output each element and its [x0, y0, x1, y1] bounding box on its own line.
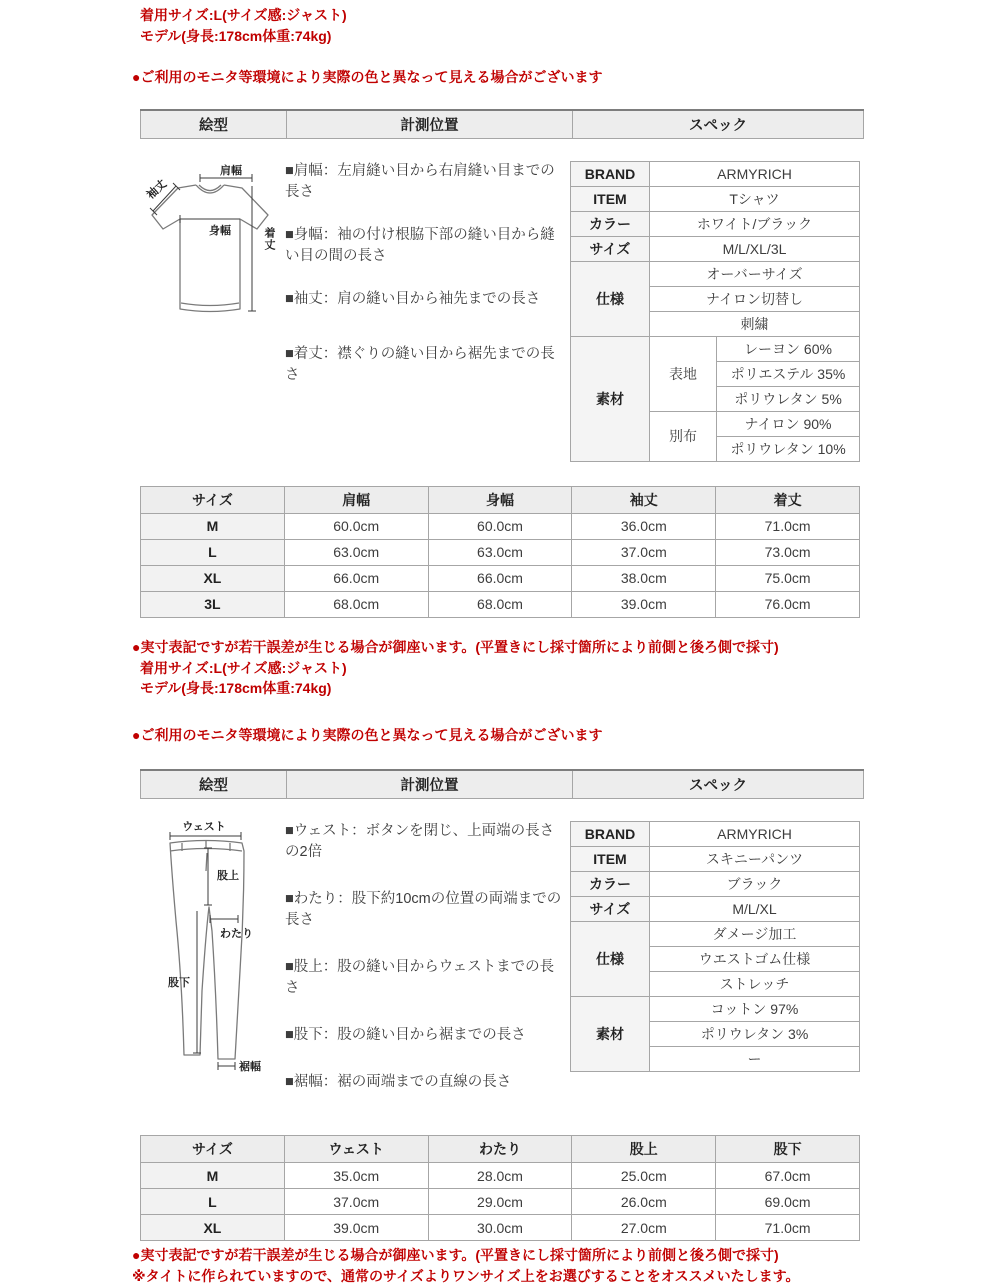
spec-label-size: サイズ	[571, 236, 650, 261]
material-item: ポリウレタン 5%	[717, 386, 860, 411]
spec-value-item: Tシャツ	[650, 186, 860, 211]
size-cell: 67.0cm	[716, 1163, 860, 1189]
label-body-width: 身幅	[209, 224, 231, 237]
size-cell: 39.0cm	[572, 591, 716, 617]
model-info-line: モデル(身長:178cm体重:74kg)	[140, 680, 332, 697]
shirt-columns-header	[140, 109, 864, 139]
worn-size-line: 着用サイズ:L(サイズ感:ジャスト)	[140, 659, 347, 676]
column-header-art: 絵型	[141, 110, 287, 139]
table-row	[141, 591, 860, 617]
label-thigh: わたり	[220, 928, 253, 941]
material-item: ポリエステル 35%	[717, 361, 860, 386]
spec-feature: ナイロン切替し	[650, 286, 860, 311]
worn-size-line: 着用サイズ:L(サイズ感:ジャスト)	[140, 7, 347, 23]
column-header-art: 絵型	[141, 770, 287, 799]
size-col-header: ウェスト	[284, 1136, 428, 1163]
table-header-row	[141, 1136, 860, 1163]
shirt-intro-notes	[132, 6, 992, 87]
footer-notes	[132, 1246, 992, 1286]
column-header-measure: 計測位置	[287, 110, 573, 139]
spec-label-item: ITEM	[571, 847, 650, 872]
spec-feature: ウエストゴム仕様	[650, 947, 860, 972]
size-col-header: 袖丈	[572, 486, 716, 513]
table-row	[141, 110, 864, 139]
size-cell: 60.0cm	[428, 513, 572, 539]
material-item: レーヨン 60%	[717, 336, 860, 361]
tshirt-collar	[196, 185, 224, 193]
measure-note: ■股上：股の縫い目からウェストまでの長さ	[285, 959, 555, 997]
label-waist: ウェスト	[182, 821, 226, 834]
label-garment-length: 着丈	[263, 226, 275, 251]
table-row	[571, 997, 860, 1022]
size-cell: 63.0cm	[284, 539, 428, 565]
column-header-spec: スペック	[573, 770, 864, 799]
size-cell: 69.0cm	[716, 1189, 860, 1215]
size-cell: 35.0cm	[284, 1163, 428, 1189]
size-cell: 25.0cm	[572, 1163, 716, 1189]
spec-feature: オーバーサイズ	[650, 261, 860, 286]
table-row	[141, 770, 864, 799]
size-cell: 75.0cm	[716, 565, 860, 591]
measure-note: ■肩幅：左肩縫い目から右肩縫い目までの長さ	[285, 162, 555, 200]
table-row	[141, 565, 860, 591]
size-name: XL	[141, 565, 285, 591]
size-cell: 66.0cm	[428, 565, 572, 591]
measure-note: ■ウェスト：ボタンを閉じ、上両端の長さの2倍	[285, 823, 555, 861]
pants-section	[140, 769, 860, 1241]
label-inseam: 股下	[168, 977, 190, 990]
measure-note: ■身幅：袖の付け根脇下部の縫い目から縫い目の間の長さ	[285, 226, 555, 264]
tshirt-hem-line	[181, 303, 239, 306]
measure-note: ■袖丈：肩の縫い目から袖先までの長さ	[285, 290, 541, 307]
table-row	[571, 236, 860, 261]
size-cell: 27.0cm	[572, 1215, 716, 1241]
table-row	[571, 211, 860, 236]
size-col-header: 肩幅	[284, 486, 428, 513]
material-item: ポリウレタン 10%	[717, 436, 860, 461]
size-cell: 38.0cm	[572, 565, 716, 591]
size-cell: 37.0cm	[572, 539, 716, 565]
column-header-spec: スペック	[573, 110, 864, 139]
column-header-measure: 計測位置	[287, 770, 573, 799]
label-rise: 股上	[217, 870, 239, 883]
spec-feature: ストレッチ	[650, 972, 860, 997]
table-row	[571, 336, 860, 361]
spec-label-feature: 仕様	[571, 261, 650, 336]
spec-value-size: M/L/XL	[650, 897, 860, 922]
sizing-tip-note: ※タイトに作られていますので、通常のサイズよりワンサイズ上をお選びすることをオススメいたします。	[132, 1268, 800, 1285]
size-col-header: サイズ	[141, 1136, 285, 1163]
size-col-header: わたり	[428, 1136, 572, 1163]
spec-value-color: ブラック	[650, 872, 860, 897]
table-row	[571, 161, 860, 186]
pants-measurement-notes	[285, 821, 570, 1119]
size-cell: 71.0cm	[716, 1215, 860, 1241]
spec-label-color: カラー	[571, 211, 650, 236]
size-cell: 63.0cm	[428, 539, 572, 565]
spec-value-color: ホワイト/ブラック	[650, 211, 860, 236]
measure-note: ■股下：股の縫い目から裾までの長さ	[285, 1027, 526, 1044]
size-cell: 66.0cm	[284, 565, 428, 591]
size-col-header: 股下	[716, 1136, 860, 1163]
table-row	[571, 847, 860, 872]
size-name: M	[141, 1163, 285, 1189]
size-cell: 28.0cm	[428, 1163, 572, 1189]
shirt-size-table	[140, 486, 860, 618]
size-name: M	[141, 513, 285, 539]
size-cell: 26.0cm	[572, 1189, 716, 1215]
table-row	[571, 261, 860, 286]
spec-value-size: M/L/XL/3L	[650, 236, 860, 261]
spec-label-size: サイズ	[571, 897, 650, 922]
size-col-header: 股上	[572, 1136, 716, 1163]
accuracy-note: ●実寸表記ですが若干誤差が生じる場合が御座います。(平置きにし採寸箇所により前側と後ろ側で採寸)	[132, 638, 779, 655]
pants-line-art	[140, 821, 275, 1076]
pants-spec-table	[570, 821, 860, 1072]
spec-label-brand: BRAND	[571, 822, 650, 847]
pants-belt-line	[170, 849, 242, 872]
shirt-spec	[570, 161, 860, 462]
size-name: 3L	[141, 591, 285, 617]
table-row	[571, 922, 860, 947]
spec-value-brand: ARMYRICH	[650, 161, 860, 186]
pants-size-table	[140, 1135, 860, 1241]
pants-spec	[570, 821, 860, 1119]
monitor-note: ●ご利用のモニタ等環境により実際の色と異なって見える場合がございます	[132, 727, 603, 744]
material-group-outer: 表地	[650, 336, 717, 411]
model-info-line: モデル(身長:178cm体重:74kg)	[140, 27, 332, 44]
table-row	[571, 872, 860, 897]
tshirt-outline	[152, 185, 268, 312]
size-cell: 39.0cm	[284, 1215, 428, 1241]
table-row	[141, 539, 860, 565]
size-cell: 76.0cm	[716, 591, 860, 617]
spec-feature: ダメージ加工	[650, 922, 860, 947]
material-item: ポリウレタン 3%	[650, 1022, 860, 1047]
measure-note: ■着丈：襟ぐりの縫い目から裾先までの長さ	[285, 345, 555, 383]
measure-note: ■裾幅：裾の両端までの直線の長さ	[285, 1074, 512, 1091]
table-row	[141, 1163, 860, 1189]
size-cell: 60.0cm	[284, 513, 428, 539]
size-cell: 36.0cm	[572, 513, 716, 539]
size-name: XL	[141, 1215, 285, 1241]
shirt-spec-table	[570, 161, 860, 462]
table-row	[571, 186, 860, 211]
accuracy-note: ●実寸表記ですが若干誤差が生じる場合が御座います。(平置きにし採寸箇所により前側と後ろ側で採寸)	[132, 1247, 779, 1264]
spec-label-brand: BRAND	[571, 161, 650, 186]
pants-intro-notes	[132, 638, 992, 746]
label-hem-width: 裾幅	[239, 1061, 261, 1074]
size-cell: 29.0cm	[428, 1189, 572, 1215]
table-row	[141, 1215, 860, 1241]
size-cell: 71.0cm	[716, 513, 860, 539]
size-cell: 30.0cm	[428, 1215, 572, 1241]
pants-columns-header	[140, 769, 864, 799]
spec-label-material: 素材	[571, 336, 650, 461]
size-cell: 73.0cm	[716, 539, 860, 565]
size-cell: 68.0cm	[284, 591, 428, 617]
size-col-header: 身幅	[428, 486, 572, 513]
table-row	[141, 1189, 860, 1215]
spec-label-material: 素材	[571, 997, 650, 1072]
material-item: ー	[650, 1047, 860, 1072]
material-item: コットン 97%	[650, 997, 860, 1022]
label-sleeve-length: 袖丈	[144, 177, 170, 202]
size-col-header: 着丈	[716, 486, 860, 513]
shirt-measurement-notes	[285, 161, 570, 462]
size-name: L	[141, 539, 285, 565]
tshirt-diagram	[140, 161, 285, 462]
spec-feature: 刺繍	[650, 311, 860, 336]
size-col-header: サイズ	[141, 486, 285, 513]
label-shoulder-width: 肩幅	[220, 164, 242, 177]
measure-note: ■わたり：股下約10cmの位置の両端までの長さ	[285, 891, 562, 929]
spec-label-color: カラー	[571, 872, 650, 897]
table-header-row	[141, 486, 860, 513]
spec-value-brand: ARMYRICH	[650, 822, 860, 847]
pants-detail-row	[140, 821, 860, 1119]
spec-label-feature: 仕様	[571, 922, 650, 997]
size-cell: 68.0cm	[428, 591, 572, 617]
size-name: L	[141, 1189, 285, 1215]
pants-diagram	[140, 821, 285, 1119]
monitor-note: ●ご利用のモニタ等環境により実際の色と異なって見える場合がございます	[132, 68, 603, 85]
shirt-section	[140, 109, 860, 618]
table-row	[571, 822, 860, 847]
table-row	[141, 513, 860, 539]
shirt-detail-row	[140, 161, 860, 462]
material-group-other: 別布	[650, 411, 717, 461]
table-row	[571, 897, 860, 922]
spec-value-item: スキニーパンツ	[650, 847, 860, 872]
spec-label-item: ITEM	[571, 186, 650, 211]
size-cell: 37.0cm	[284, 1189, 428, 1215]
material-item: ナイロン 90%	[717, 411, 860, 436]
